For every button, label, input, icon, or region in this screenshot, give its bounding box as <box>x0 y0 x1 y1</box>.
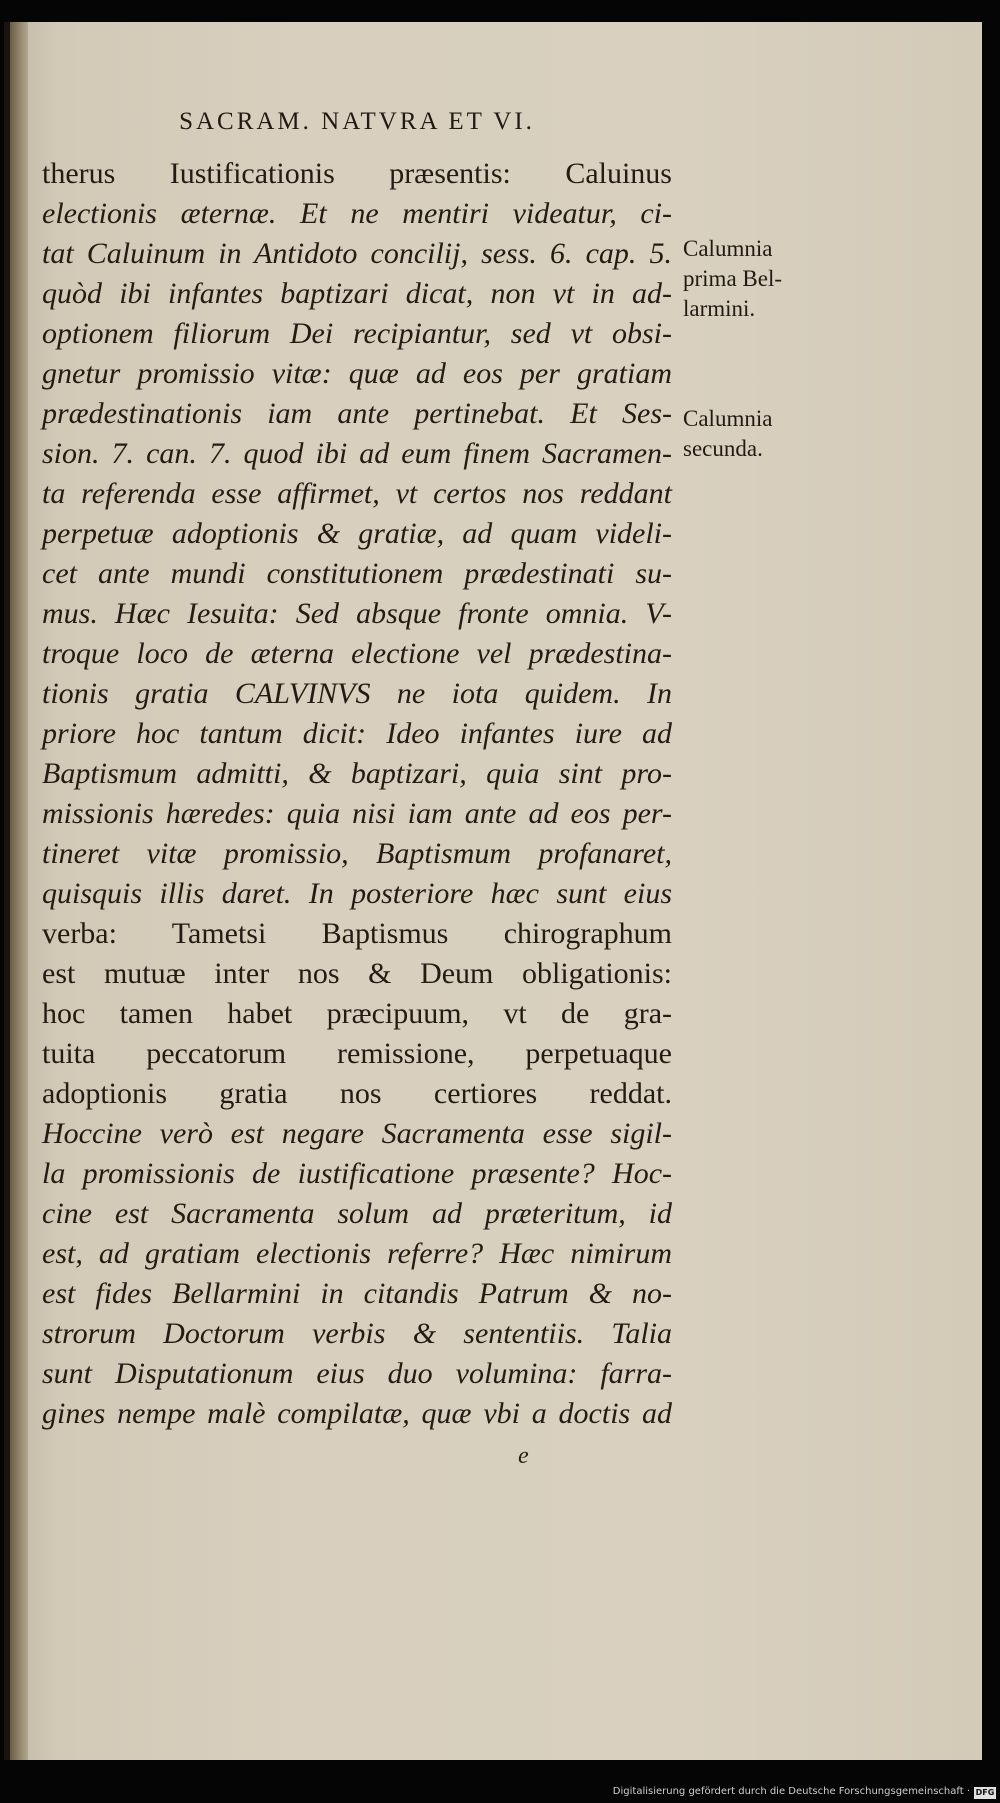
margin-note-2 <box>683 404 823 464</box>
text-line: troque loco de æterna electione vel prædestina- <box>42 637 672 670</box>
text-line: Hoccine verò est negare Sacramenta esse sigil- <box>42 1117 672 1150</box>
body-text <box>42 154 672 1434</box>
dfg-logo: DFG <box>975 1788 995 1797</box>
text-line: est mutuæ inter nos & Deum obligationis: <box>42 957 672 990</box>
digitization-credit: Digitalisierung gefördert durch die Deutsche Forschungsgemeinschaft · <box>612 1786 970 1797</box>
catchword: e <box>518 1443 529 1469</box>
text-line: missionis hæredes: quia nisi iam ante ad eos per- <box>42 797 672 830</box>
text-line: hoc tamen habet præcipuum, vt de gra- <box>42 997 672 1030</box>
text-line: quòd ibi infantes baptizari dicat, non vt in ad- <box>42 277 672 310</box>
text-line: tuita peccatorum remissione, perpetuaque <box>42 1037 672 1070</box>
text-line: cine est Sacramenta solum ad præteritum, id <box>42 1197 672 1230</box>
running-head: SACRAM. NATVRA ET VI. <box>179 108 535 135</box>
text-line: ta referenda esse affirmet, vt certos nos reddant <box>42 477 672 510</box>
margin-note-line: prima Bel- <box>683 266 782 291</box>
text-line: gines nempe malè compilatæ, quæ vbi a doctis ad <box>42 1397 672 1430</box>
text-line: cet ante mundi constitutionem prædestinati su- <box>42 557 672 590</box>
text-line: perpetuæ adoptionis & gratiæ, ad quam videli- <box>42 517 672 550</box>
text-line: sunt Disputationum eius duo volumina: farra- <box>42 1357 672 1390</box>
text-line: therus Iustificationis præsentis: Caluinus <box>42 157 672 190</box>
text-line: strorum Doctorum verbis & sententiis. Talia <box>42 1317 672 1350</box>
margin-note-1 <box>683 234 823 324</box>
text-line: verba: Tametsi Baptismus chirographum <box>42 917 672 950</box>
text-line: mus. Hæc Iesuita: Sed absque fronte omnia. V- <box>42 597 672 630</box>
text-line: quisquis illis daret. In posteriore hæc sunt eius <box>42 877 672 910</box>
text-line: adoptionis gratia nos certiores reddat. <box>42 1077 672 1110</box>
margin-note-line: Calumnia <box>683 236 773 261</box>
text-line: tionis gratia CALVINVS ne iota quidem. In <box>42 677 672 710</box>
margin-note-line: larmini. <box>683 296 756 321</box>
text-line: la promissionis de iustificatione præsente? Hoc- <box>42 1157 672 1190</box>
text-line: tineret vitæ promissio, Baptismum profanaret, <box>42 837 672 870</box>
text-line: est fides Bellarmini in citandis Patrum & no- <box>42 1277 672 1310</box>
text-line: tat Caluinum in Antidoto concilij, sess. 6. cap. 5. <box>42 237 672 270</box>
margin-note-line: Calumnia <box>683 406 773 431</box>
text-line: priore hoc tantum dicit: Ideo infantes iure ad <box>42 717 672 750</box>
text-line: sion. 7. can. 7. quod ibi ad eum finem Sacramen- <box>42 437 672 470</box>
text-line: Baptismum admitti, & baptizari, quia sint pro- <box>42 757 672 790</box>
book-page <box>4 22 982 1760</box>
text-line: prædestinationis iam ante pertinebat. Et Ses- <box>42 397 672 430</box>
page-gutter <box>10 22 28 1760</box>
text-line: gnetur promissio vitæ: quæ ad eos per gratiam <box>42 357 672 390</box>
text-line: electionis æternæ. Et ne mentiri videatur, ci- <box>42 197 672 230</box>
margin-note-line: secunda. <box>683 436 763 461</box>
text-line: optionem filiorum Dei recipiantur, sed vt obsi- <box>42 317 672 350</box>
text-line: est, ad gratiam electionis referre? Hæc nimirum <box>42 1237 672 1270</box>
